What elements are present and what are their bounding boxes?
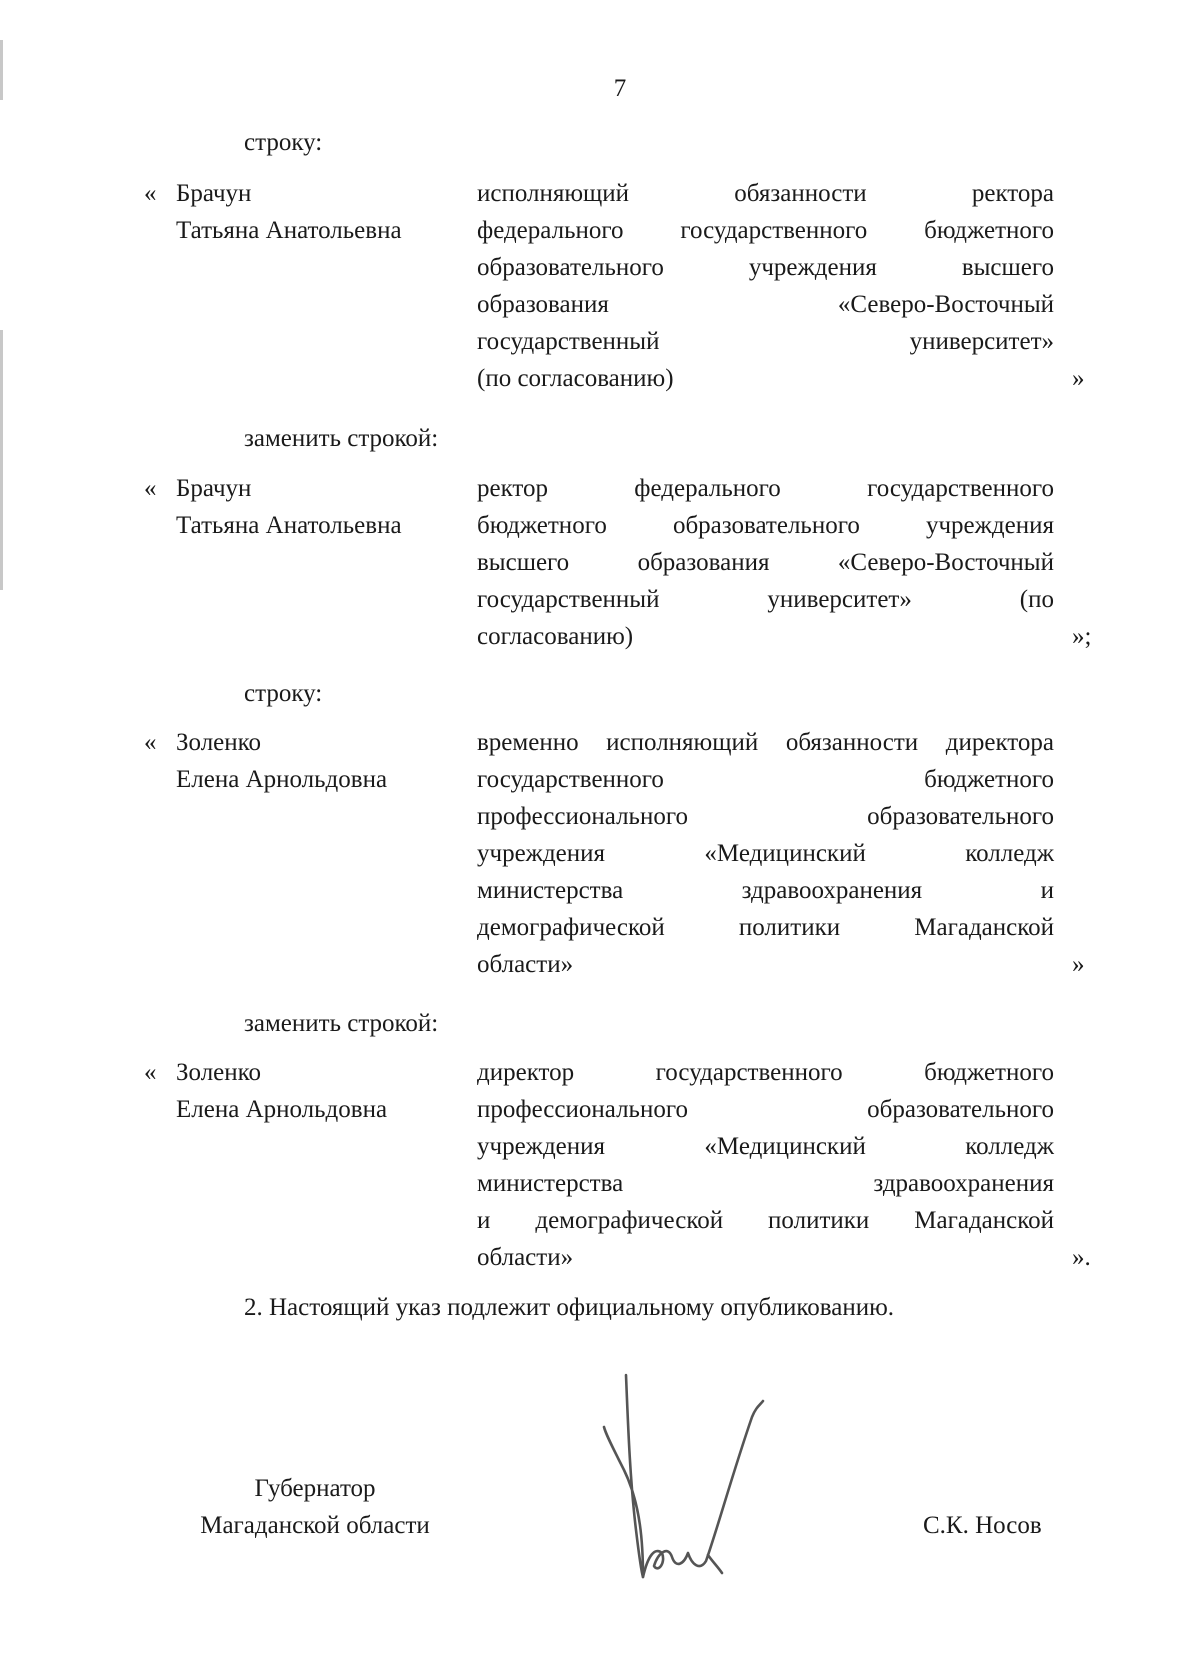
position-description (477, 175, 1054, 397)
given-names: Елена Арнольдовна (176, 766, 388, 793)
description-line: высшего образования «Северо-Восточный (477, 549, 1054, 576)
signatory-title-line: Магаданской области (200, 1512, 430, 1539)
person-name (176, 470, 476, 544)
description-line: образования «Северо-Восточный (477, 291, 1054, 318)
closing-quote: »; (1072, 623, 1092, 650)
description-line: министерства здравоохранения (477, 1170, 1054, 1197)
closing-quote: » (1072, 365, 1085, 392)
description-line: исполняющий обязанности ректора (477, 180, 1054, 207)
description-line: учреждения «Медицинский колледж (477, 840, 1054, 867)
signer-name: С.К. Носов (923, 1512, 1042, 1539)
opening-quote: « (144, 729, 157, 756)
instruction-text: строку: (244, 129, 323, 156)
surname: Брачун (176, 475, 252, 502)
given-names: Татьяна Анатольевна (176, 217, 402, 244)
description-line: федерального государственного бюджетного (477, 217, 1054, 244)
description-line: области» (477, 951, 574, 978)
signatory-title-line: Губернатор (254, 1475, 376, 1502)
description-line: образовательного учреждения высшего (477, 254, 1054, 281)
surname: Брачун (176, 180, 252, 207)
given-names: Татьяна Анатольевна (176, 512, 402, 539)
description-line: профессионального образовательного (477, 803, 1054, 830)
description-line: министерства здравоохранения и (477, 877, 1054, 904)
given-names: Елена Арнольдовна (176, 1096, 388, 1123)
position-description (477, 1054, 1054, 1276)
final-paragraph: 2. Настоящий указ подлежит официальному опубликованию. (244, 1294, 895, 1321)
surname: Золенко (176, 729, 262, 756)
person-name (176, 175, 476, 249)
opening-quote: « (144, 180, 157, 207)
description-line: области» (477, 1244, 574, 1271)
handwritten-signature (600, 1365, 820, 1595)
person-name (176, 724, 476, 798)
description-line: (по согласованию) (477, 365, 674, 392)
description-line: и демографической политики Магаданской (477, 1207, 1054, 1234)
description-line: временно исполняющий обязанности директора (477, 729, 1054, 756)
description-line: бюджетного образовательного учреждения (477, 512, 1054, 539)
page-number: 7 (613, 75, 627, 102)
opening-quote: « (144, 1059, 157, 1086)
description-line: государственный университет» (477, 328, 1054, 355)
instruction-text: строку: (244, 680, 323, 707)
closing-quote: » (1072, 951, 1085, 978)
scan-edge-mark (0, 330, 3, 590)
description-line: директор государственного бюджетного (477, 1059, 1054, 1086)
surname: Золенко (176, 1059, 262, 1086)
instruction-text: заменить строкой: (244, 1010, 439, 1037)
position-description (477, 724, 1054, 983)
person-name (176, 1054, 476, 1128)
description-line: демографической политики Магаданской (477, 914, 1054, 941)
opening-quote: « (144, 475, 157, 502)
description-line: государственного бюджетного (477, 766, 1054, 793)
description-line: государственный университет» (по (477, 586, 1054, 613)
position-description (477, 470, 1054, 655)
description-line: ректор федерального государственного (477, 475, 1054, 502)
description-line: учреждения «Медицинский колледж (477, 1133, 1054, 1160)
signatory-title (180, 1470, 450, 1544)
instruction-text: заменить строкой: (244, 425, 439, 452)
closing-quote: ». (1072, 1244, 1091, 1271)
description-line: согласованию) (477, 623, 634, 650)
description-line: профессионального образовательного (477, 1096, 1054, 1123)
